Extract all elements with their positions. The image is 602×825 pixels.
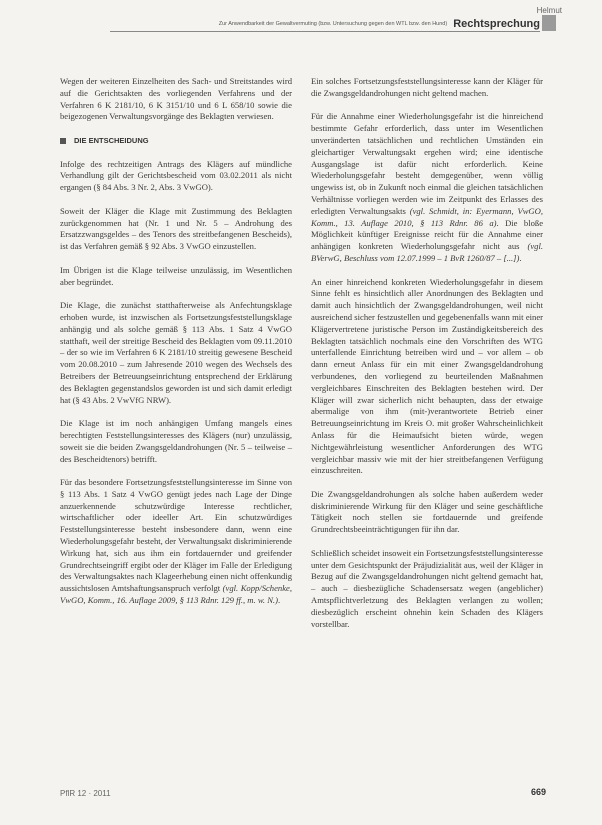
paragraph: Ein solches Fortsetzungsfeststellungsinteresse kann der Kläger für die Zwangsgeldandrohungen nicht geltend machen. (311, 76, 543, 98)
citation: (vgl. BVerwG, Beschluss vom 12.07.1999 – 1 BvR 1260/87 – [...]) (311, 241, 543, 263)
page-number: 669 (530, 787, 546, 797)
citation: (vgl. Kopp/Schenke, VwGO, Komm., 16. Auflage 2009, § 113 Rdnr. 129 ff., m. w. N.) (60, 583, 292, 606)
paragraph-text: . (519, 252, 522, 263)
paragraph-text: Für das besondere Fortsetzungsfeststellungsinteresse im Sinne von § 113 Abs. 1 Satz 4 VwGO genügt jedes nach Lage der Dinge anzuerkennende schutzwürdige Interesse rechtlicher, wirtschaftlicher oder ideeller Art. Ein schutzwürdiges Feststellungsinteresse besteht insbesondere dann, wenn eine Wiederholungsgefahr besteht, der Verwaltungsakt diskriminierende Wirkung hat, sich aus ihm ein fortdauernder und greifender Grundrechtseingriff ergibt oder der Kläger im Falle der Erledigung des Verwaltungsaktes nach Klageerhebung einen nicht offenkundig aussichtslosen Amtshaftungsanspruch verfolgt (60, 477, 292, 594)
citation: (vgl. Schmidt, in: Eyermann, VwGO, Komm., 13. Auflage 2010, § 113 Rdnr. 86 a) (311, 205, 543, 228)
paragraph: Die Klage ist im noch anhängigen Umfang mangels eines berechtigten Feststellungsinteresses des Klägers (nur) unzulässig, soweit sie die beiden Zwangsgeldandrohungen (Nr. 5 – teilweise – des Bescheidtenors) betrifft. (60, 418, 292, 464)
paragraph-text: . (277, 595, 281, 606)
paragraph: Soweit der Kläger die Klage mit Zustimmung des Beklagten zurückgenommen hat (Nr. 1 und Nr. 5 – Androhung des Ersatzzwangsgeldes – des Tenors des streitbefangenen Bescheids), ist das Verfahren gemäß § 92 Abs. 3 VwGO einzustellen. (60, 205, 292, 252)
section-heading-text: DIE ENTSCHEIDUNG (74, 135, 149, 145)
header-topic: Zur Anwendbarkeit der Gewaltvermuting (bzw. Untersuchung gegen den WTL bzw. den Hund) (218, 20, 448, 27)
right-column (311, 76, 543, 642)
heading-square-icon (60, 138, 66, 144)
running-header (110, 16, 540, 32)
paragraph-text: . Die bloße Möglichkeit künftiger Ereignisse reicht für die Annahme einer anhängigen konkreten Wiederholungsgefahr nicht aus (311, 217, 544, 252)
paragraph: Schließlich scheidet insoweit ein Fortsetzungsfeststellungsinteresse unter dem Gesichtspunkt der Präjudizialität aus, weil der Kläger in Bezug auf die Zwangsgeldandrohungen nicht geltend gemacht hat, – auch – diesbezügliche Schadensersatz wegen (angeblicher) Amtspflichtverletzung des Beklagten verlangen zu wollen; diesbezüglich erscheint ohnehin kein Schaden des Klägers vorstellbar. (311, 547, 543, 629)
paragraph: Infolge des rechtzeitigen Antrags des Klägers auf mündliche Verhandlung gilt der Gerichtsbescheid vom 03.02.2011 als nicht ergangen (§ 84 Abs. 3 Nr. 2, Abs. 3 VwGO). (60, 158, 292, 193)
paragraph: An einer hinreichend konkreten Wiederholungsgefahr in diesem Sinne fehlt es hinsichtlich aller Anordnungen des Beklagten und damit auch hinsichtlich der Zwangsgeldandrohungen, weil nicht ausreichend sicher festzustellen und gegebenenfalls wann mit einer Klägervertretene juristische Person im Zuständigkeitsbereich des Beklagten tatsächlich nochmals eine den Vorschriften des WTG unterfallende Einrichtung betreiben wird und – vor allem – ob dann erneut Anlass für ein mit einer Zwangsgeldandrohung verbundenes, den vorliegend zu beurteilenden Maßnahmen vergleichbares Einschreiten des Beklagten bestehen wird. Der Kläger will zwar sicherlich nicht behaupten, dass der etwaige abermalige von ihm (mit-)verantwortete Betrieb einer Betreuungseinrichtung im Kreis O. mit großer Wahrscheinlichkeit Anlass für die Heimaufsicht bieten würde, wegen Nichtgewährleistung wesentlicher Anforderungen des WTG vergleichbar massiv wie mit der hier streitbefangenen Verfügung einzuschreiten. (311, 276, 543, 476)
paragraph: Im Übrigen ist die Klage teilweise unzulässig, im Wesentlichen aber begründet. (60, 264, 292, 287)
paragraph: Die Klage, die zunächst statthafterweise als Anfechtungsklage erhoben wurde, ist inzwischen als Fortsetzungsfeststellungsklage anhängig und als solche gemäß § 113 Abs. 1 Satz 4 VwGO statthaft, weil der streitige Bescheid des Beklagten vom 09.11.2010 – der so wie im Verfahren 6 K 2181/10 streitig gewesene Bescheid vom 20.08.2010 – zum Jahresende 2010 wegen des Wechsels des Betreibers der Betreuungseinrichtung entsprechend der Erklärung des Beklagten gegenstandslos geworden ist und sich damit erledigt hat (§ 43 Abs. 2 VwVfG NRW). (60, 300, 292, 405)
paragraph: Wegen der weiteren Einzelheiten des Sach- und Streitstandes wird auf die Gerichtsakten des vorliegenden Verfahrens und der Verfahren 6 K 2181/10, 6 K 3151/10 und 6 L 658/10 sowie die beigezogenen Verwaltungsvorgänge des Beklagten verwiesen. (60, 76, 292, 122)
header-section-title: Rechtsprechung (453, 17, 540, 30)
paragraph: Die Zwangsgeldandrohungen als solche haben außerdem weder diskriminierende Wirkung für den Kläger und seine geschäftliche Tätigkeit noch stellen sie fortdauernde und greifende Grundrechtsbeeinträchtigungen für ihn dar. (311, 488, 543, 535)
paragraph (60, 477, 292, 607)
header-author: Helmut (536, 6, 562, 15)
header-marker (542, 15, 556, 31)
paragraph-text: Für die Annahme einer Wiederholungsgefahr ist die hinreichend bestimmte Gefahr erforderlich, dass unter im Wesentlichen unveränderten tatsächlichen und rechtlichen Umständen ein gleichartiger Verwaltungsakt ergehen wird; eine identische Ausgangslage ist dafür nicht erforderlich. Keine Wiederholungsgefahr besteht demgegenüber, wenn völlig ungewiss ist, ob in Zukunft noch einmal die gleichen tatsächlichen Verhältnisse vorliegen werden wie im Zeitpunkt des Erlasses des erledigten Verwaltungsakts (311, 111, 543, 216)
left-column (60, 76, 292, 619)
paragraph (311, 111, 543, 264)
footer-journal: PflR 12 · 2011 (60, 789, 111, 798)
section-heading (60, 135, 292, 147)
